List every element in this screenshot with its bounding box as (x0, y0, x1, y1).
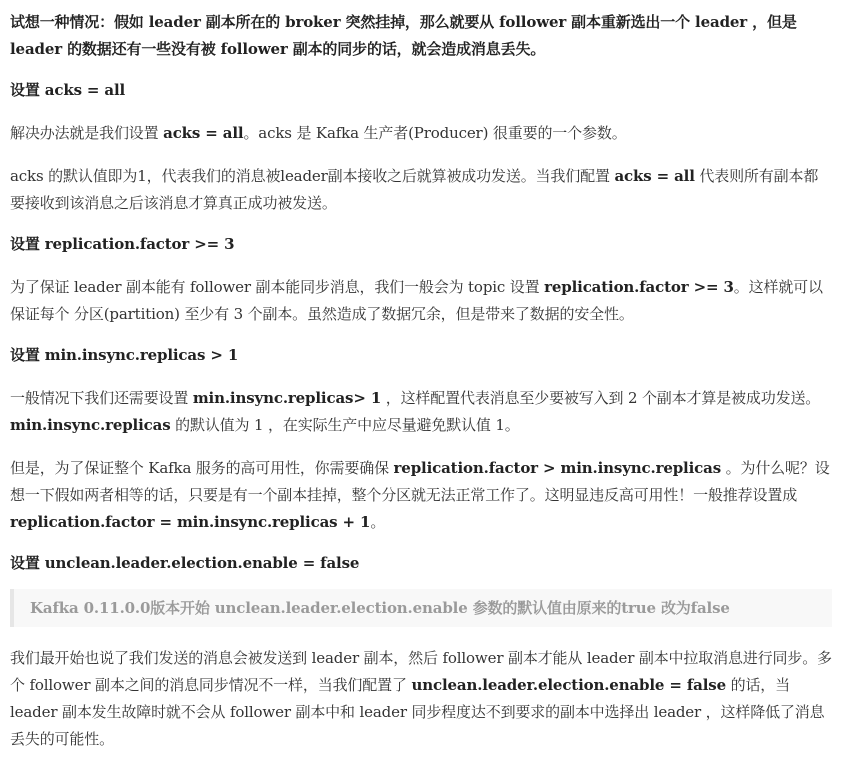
intro-paragraph: 试想一种情况：假如 leader 副本所在的 broker 突然挂掉，那么就要从 follower 副本重新选出一个 leader ，但是 leader 的数据还有一些没有被 follower 副本的同步的话，就会造成消息丢失。 (10, 13, 797, 58)
replication-factor-paragraph: 为了保证 leader 副本能有 follower 副本能同步消息，我们一般会为 topic 设置 replication.factor >= 3。这样就可以保证每个 分区(partition) 至少有 3 个副本。虽然造成了数据冗余，但是带来了数据的安全性。 (10, 278, 823, 323)
heading-acks: 设置 acks = all (10, 81, 126, 99)
acks-paragraph-1: 解决办法就是我们设置 acks = all。acks 是 Kafka 生产者(Producer) 很重要的一个参数。 (10, 124, 627, 142)
unclean-leader-paragraph: 我们最开始也说了我们发送的消息会被发送到 leader 副本，然后 follower 副本才能从 leader 副本中拉取消息进行同步。多个 follower 副本之间的消息同步情况不一样，当我们配置了 unclean.leader.election.enable = false 的话，当 leader 副本发生故障时就不会从 follower 副本中和 leader 同步程度达不到要求的副本中选择出 leader ，这样降低了消息丢失的可能性。 (10, 649, 832, 748)
blockquote (10, 589, 832, 627)
article-body (10, 9, 832, 769)
blockquote-text: Kafka 0.11.0.0版本开始 unclean.leader.election.enable 参数的默认值由原来的true 改为false (30, 599, 730, 617)
heading-replication-factor: 设置 replication.factor >= 3 (10, 235, 235, 253)
heading-min-insync-replicas: 设置 min.insync.replicas > 1 (10, 346, 239, 364)
min-insync-paragraph-2: 但是，为了保证整个 Kafka 服务的高可用性，你需要确保 replication.factor > min.insync.replicas 。为什么呢？设想一下假如两者相等的话，只要是有一个副本挂掉，整个分区就无法正常工作了。这明显违反高可用性！一般推荐设置成 replication.factor = min.insync.replicas + 1。 (10, 459, 830, 531)
min-insync-paragraph-1: 一般情况下我们还需要设置 min.insync.replicas> 1 ，这样配置代表消息至少要被写入到 2 个副本才算是被成功发送。min.insync.replicas 的默认值为 1 ，在实际生产中应尽量避免默认值 1。 (10, 389, 821, 434)
heading-unclean-leader-election: 设置 unclean.leader.election.enable = false (10, 554, 360, 572)
acks-paragraph-2: acks 的默认值即为1，代表我们的消息被leader副本接收之后就算被成功发送。当我们配置 acks = all 代表则所有副本都要接收到该消息之后该消息才算真正成功被发送。 (10, 167, 819, 212)
